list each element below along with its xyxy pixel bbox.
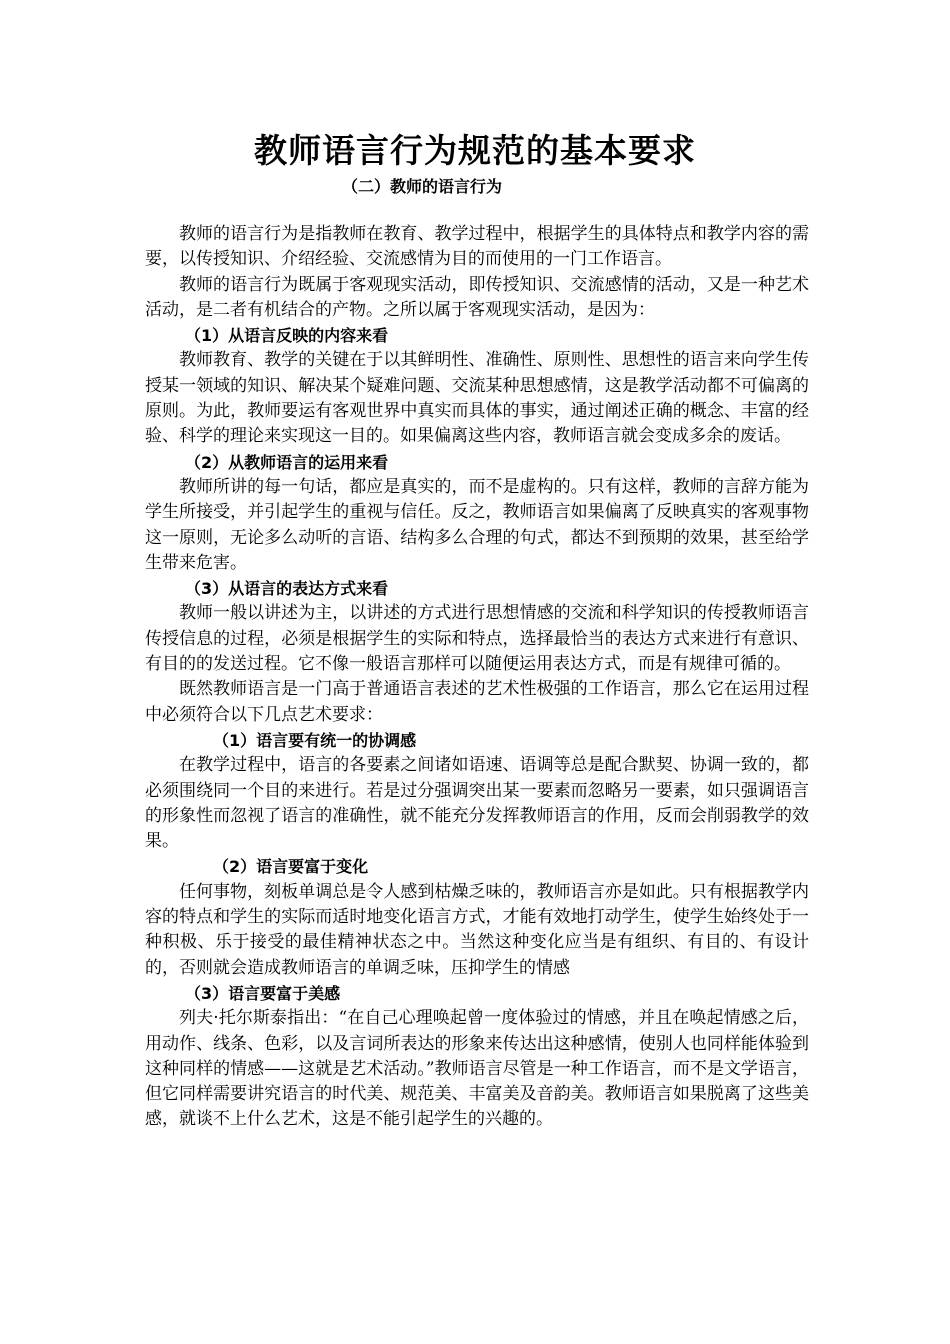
paragraph: 在教学过程中，语言的各要素之间诸如语速、语调等总是配合默契、协调一致的，都必须围绕同一个目的来进行。若是过分强调突出某一要素而忽略另一要素，如只强调语言的形象性而忽视了语言的准确性，就不能充分发挥教师语言的作用，反而会削弱教学的效果。 [145,755,809,852]
section-heading: （1）从语言反映的内容来看 [185,326,389,346]
section-heading: （1）语言要有统一的协调感 [213,730,417,750]
document-subtitle: （二）教师的语言行为 [342,177,503,196]
paragraph: 教师所讲的每一句话，都应是真实的，而不是虚构的。只有这样，教师的言辞方能为学生所接受，并引起学生的重视与信任。反之，教师语言如果偏离了反映真实的客观事物这一原则，无论多么动听的言语、结构多么合理的句式，都达不到预期的效果，甚至给学生带来危害。 [145,476,809,573]
document-body [145,222,809,1133]
paragraph: 列夫·托尔斯泰指出：“在自己心理唤起曾一度体验过的情感，并且在唤起情感之后，用动作、线条、色彩，以及言词所表达的形象来传达出这种感情，使别人也同样能体验到这种同样的情感——这就是艺术活动。”教师语言尽管是一种工作语言，而不是文学语言，但它同样需要讲究语言的时代美、规范美、丰富美及音韵美。教师语言如果脱离了这些美感，就谈不上什么艺术，这是不能引起学生的兴趣的。 [145,1008,809,1130]
section-heading: （3）语言要富于美感 [185,983,341,1003]
section-heading: （3）从语言的表达方式来看 [185,579,389,599]
paragraph: 任何事物，刻板单调总是令人感到枯燥乏味的，教师语言亦是如此。只有根据教学内容的特点和学生的实际而适时地变化语言方式，才能有效地打动学生，使学生始终处于一种积极、乐于接受的最佳精神状态之中。当然这种变化应当是有组织、有目的、有设计的，否则就会造成教师语言的单调乏味，压抑学生的情感 [145,881,809,978]
section-heading: （2）从教师语言的运用来看 [185,452,389,472]
document-title: 教师语言行为规范的基本要求 [254,131,696,170]
paragraph: 教师教育、教学的关键在于以其鲜明性、准确性、原则性、思想性的语言来向学生传授某一领域的知识、解决某个疑难问题、交流某种思想感情，这是教学活动都不可偏离的原则。为此，教师要运有客观世界中真实而具体的事实，通过阐述正确的概念、丰富的经验、科学的理论来实现这一目的。如果偏离这些内容，教师语言就会变成多余的废话。 [145,350,809,447]
paragraph: 教师的语言行为是指教师在教育、教学过程中，根据学生的具体特点和教学内容的需要，以传授知识、介绍经验、交流感情为目的而使用的一门工作语言。 [145,224,809,270]
paragraph: 教师的语言行为既属于客观现实活动，即传授知识、交流感情的活动，又是一种艺术活动，是二者有机结合的产物。之所以属于客观现实活动，是因为： [145,274,809,320]
paragraph: 教师一般以讲述为主，以讲述的方式进行思想情感的交流和科学知识的传授教师语言传授信息的过程，必须是根据学生的实际和特点，选择最恰当的表达方式来进行有意识、有目的的发送过程。它不像一般语言那样可以随便运用表达方式，而是有规律可循的。 [145,603,809,675]
paragraph: 既然教师语言是一门高于普通语言表述的艺术性极强的工作语言，那么它在运用过程中必须符合以下几点艺术要求： [145,679,809,725]
section-heading: （2）语言要富于变化 [213,857,369,877]
